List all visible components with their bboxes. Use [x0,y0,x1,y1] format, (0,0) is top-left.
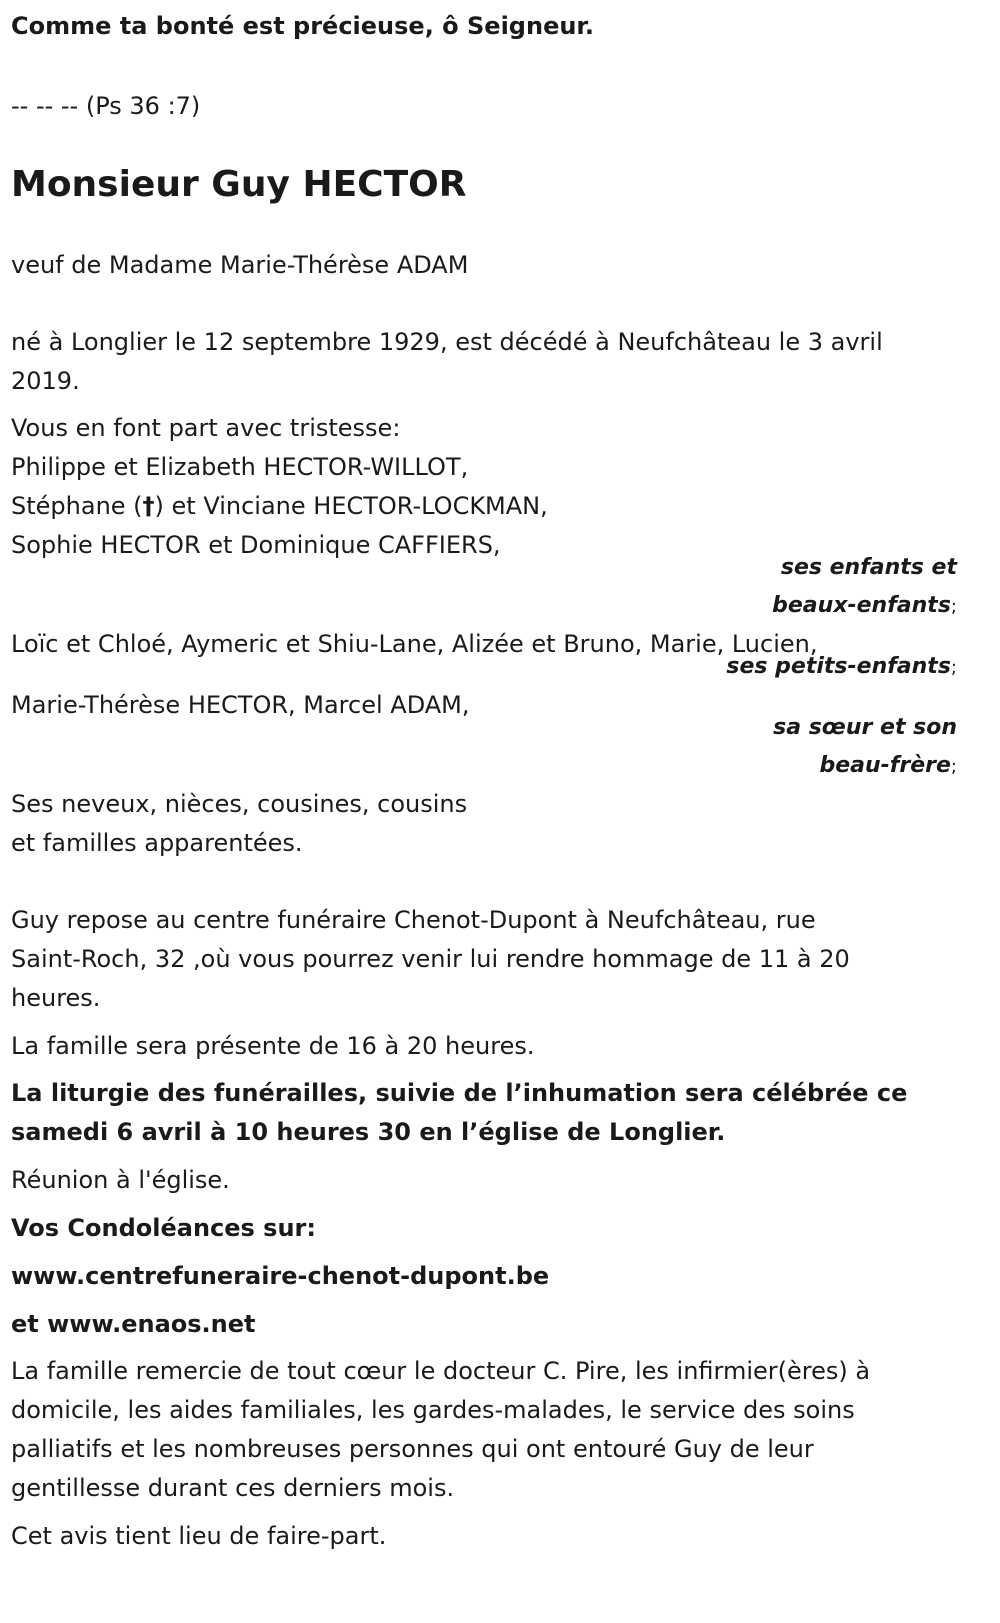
children-relation-2 [717,586,957,627]
rest-place-2: Saint-Roch, 32 ,où vous pourrez venir lui rendre hommage de 11 à 20 [11,945,850,973]
grandchildren-names: Loïc et Chloé, Aymeric et Shiu-Lane, Alizée et Bruno, Marie, Lucien, [11,630,818,658]
condolences-website-2: et www.enaos.net [11,1310,256,1338]
extended-family-2: et familles apparentées. [11,829,303,857]
extended-family-1: Ses neveux, nièces, cousines, cousins [11,790,468,818]
siblings-relation-text: beau-frère [819,753,951,778]
rest-place-1: Guy repose au centre funéraire Chenot-Dupont à Neufchâteau, rue [11,906,816,934]
closing-note: Cet avis tient lieu de faire-part. [11,1522,387,1550]
cross-icon: † [142,492,155,520]
child-line-3: Sophie HECTOR et Dominique CAFFIERS, [11,531,501,559]
child-line-2-start: Stéphane ( [11,492,143,520]
family-presence: La famille sera présente de 16 à 20 heures. [11,1032,535,1060]
thanks-line-3: palliatifs et les nombreuses personnes qui ont entouré Guy de leur [11,1435,814,1463]
grandchildren-relation-text: ses petits-enfants [726,654,951,679]
thanks-line-4: gentillesse durant ces derniers mois. [11,1474,455,1502]
children-relation-text: beaux-enfants [772,593,951,618]
birth-death-line-1: né à Longlier le 12 septembre 1929, est décédé à Neufchâteau le 3 avril [11,328,883,356]
grandchildren-relation [717,647,957,688]
children-relation-1: ses enfants et [780,555,957,580]
semicolon: ; [950,596,957,617]
birth-death-line-2: 2019. [11,367,80,395]
semicolon: ; [950,756,957,777]
liturgy-line-1: La liturgie des funérailles, suivie de l’inhumation sera célébrée ce [11,1079,908,1107]
thanks-line-2: domicile, les aides familiales, les gardes-malades, le service des soins [11,1396,855,1424]
child-line-2 [11,486,548,526]
liturgy-line-2: samedi 6 avril à 10 heures 30 en l’église de Longlier. [11,1118,726,1146]
siblings-relation-1: sa sœur et son [773,715,957,740]
widower-of: veuf de Madame Marie-Thérèse ADAM [11,251,469,279]
announcement: Vous en font part avec tristesse: [11,414,401,442]
meeting-place: Réunion à l'église. [11,1166,230,1194]
rest-place-3: heures. [11,984,101,1012]
child-line-1: Philippe et Elizabeth HECTOR-WILLOT, [11,453,469,481]
verse: Comme ta bonté est précieuse, ô Seigneur. [11,12,594,40]
condolences-label: Vos Condoléances sur: [11,1214,316,1242]
verse-reference: -- -- -- (Ps 36 :7) [11,92,201,120]
semicolon: ; [950,657,957,678]
child-line-2-end: ) et Vinciane HECTOR-LOCKMAN, [154,492,548,520]
siblings-relation-2 [717,746,957,787]
deceased-name: Monsieur Guy HECTOR [11,164,467,205]
siblings-names: Marie-Thérèse HECTOR, Marcel ADAM, [11,691,470,719]
condolences-website-1: www.centrefuneraire-chenot-dupont.be [11,1262,550,1290]
thanks-line-1: La famille remercie de tout cœur le docteur C. Pire, les infirmier(ères) à [11,1357,871,1385]
